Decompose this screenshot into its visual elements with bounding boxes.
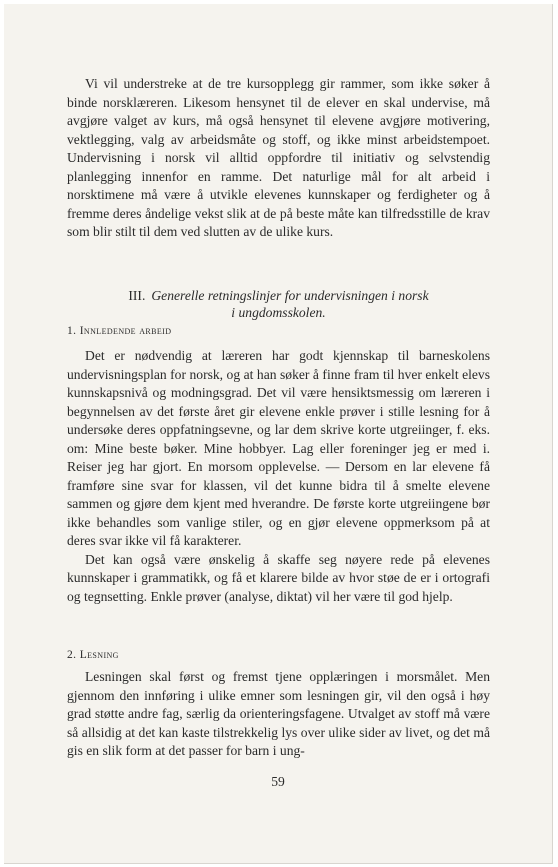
section-title-line1: Generelle retningslinjer for undervisningen i norsk	[151, 288, 429, 303]
subsection-heading-2: 2. Lesning	[67, 649, 119, 661]
subsection-1-paragraph-1: Det er nødvendig at læreren har godt kjennskap til barneskolens undervisningsplan for norsk, og at han søker å finne fram til hver enkelt elevs kunnskapsnivå og modningsgrad. Det vil være hensiktsmessig om læreren i begynnelsen av det første året gir elevene enkle prøver i stille lesning for å undersøke deres oppfatningsevne, og lar dem skrive korte utgreiinger, f. eks. om: Mine beste bøker. Mine hobbyer. Lag eller foreninger jeg er med i. Reiser jeg har gjort. En morsom opplevelse. — Dersom en lar elevene få framføre sine svar for klassen, vil det kunne bidra til å smelte elevene sammen og gjøre dem kjent med hverandre. De første korte utgreiingene bør ikke behandles som vanlige stiler, og en gjør elevene oppmerksom på at deres svar ikke vil få karakterer.	[67, 348, 490, 548]
subsection-2-body	[67, 668, 490, 761]
section-title-line2: i ungdomsskolen.	[231, 305, 326, 320]
document-page	[4, 4, 553, 864]
intro-paragraph: Vi vil understreke at de tre kursopplegg gir rammer, som ikke søker å binde norsklæreren. Likesom hensynet til de elever en skal undervise, må avgjøre valget av kurs, må også hensynet til elevene avgjøre motivering, vektlegging, valg av arbeidsmåte og stoff, og ikke minst arbeidstempoet. Undervisning i norsk vil alltid oppfordre til initiativ og selvstendig planlegging innenfor en ramme. Det naturlige mål for alt arbeid i norsktimene må være å utvikle elevenes kunnskaper og ferdigheter og å fremme deres åndelige vekst slik at de på beste måte kan tilfredsstille de krav som blir stilt til dem ved slutten av de ulike kurs.	[67, 76, 490, 239]
intro-paragraph-block	[67, 75, 490, 242]
section-numeral: III.	[128, 288, 146, 303]
page-number: 59	[271, 774, 285, 789]
section-heading-line1	[67, 287, 490, 304]
subsection-2-paragraph-1: Lesningen skal først og fremst tjene opplæringen i morsmålet. Men gjennom den innføring i ulike emner som lesningen gir, vil den også i høy grad støtte andre fag, særlig da orienteringsfagene. Utvalget av stoff må være så allsidig at det kan kaste tilstrekkelig lys over ulike sider av livet, og det må gis en slik form at det passer for barn i ung-	[67, 669, 490, 758]
subsection-1-paragraph-2: Det kan også være ønskelig å skaffe seg nøyere rede på elevenes kunnskaper i grammatikk, og få et klarere bilde av hvor støe de er i ortografi og tegnsetting. Enkle prøver (analyse, diktat) vil her være til god hjelp.	[67, 551, 490, 604]
subsection-heading-1: 1. Innledende arbeid	[67, 325, 172, 337]
subsection-1-body	[67, 347, 490, 606]
section-heading	[67, 287, 490, 321]
